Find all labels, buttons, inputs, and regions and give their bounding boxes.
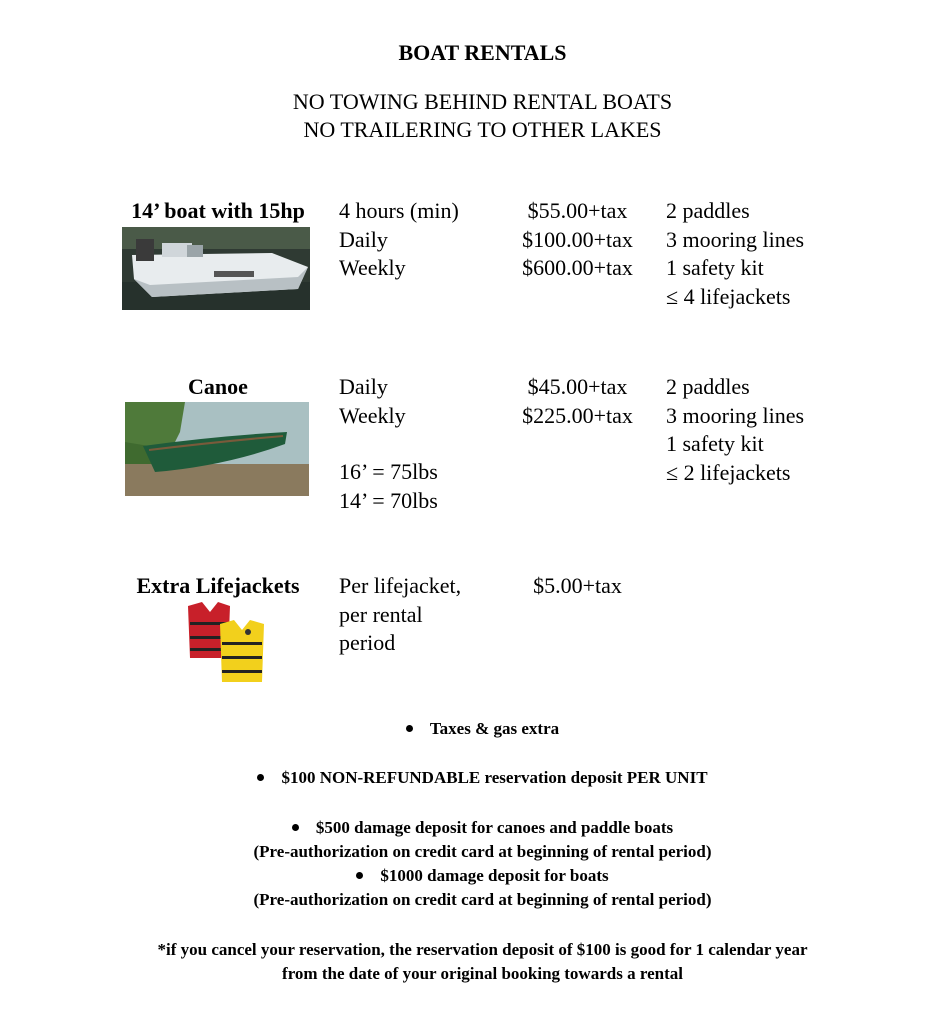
canoe-includes-mooring: 3 mooring lines [666, 402, 805, 428]
boat-price-weekly: $600.00+tax [522, 255, 633, 280]
boat-includes-mooring: 3 mooring lines [666, 226, 805, 252]
note-canoe-damage-deposit: $500 damage deposit for canoes and paddle boats [0, 816, 945, 841]
lifejackets-photo [182, 600, 270, 686]
boat-name: 14’ boat with 15hp [131, 198, 305, 223]
bullet-icon [356, 872, 363, 879]
canoe-price-daily: $45.00+tax [527, 374, 628, 399]
boat-includes-paddles: 2 paddles [666, 198, 750, 223]
canoe-weight-16: 16’ = 75lbs [339, 459, 438, 484]
note-boat-preauth: (Pre-authorization on credit card at beginning of rental period) [253, 890, 712, 909]
canoe-includes-paddles: 2 paddles [666, 374, 750, 399]
boat-period-daily: Daily [339, 226, 388, 252]
canoe-period-daily: Daily [339, 374, 388, 399]
bullet-icon [257, 774, 264, 781]
canoe-price-weekly: $225.00+tax [522, 402, 633, 428]
bullet-icon [292, 824, 299, 831]
lifejackets-name: Extra Lifejackets [136, 573, 300, 598]
boat-includes-safety-kit: 1 safety kit [666, 255, 764, 280]
note-reservation-deposit: $100 NON-REFUNDABLE reservation deposit PER UNIT [0, 766, 945, 791]
canoe-includes-lifejackets: ≤ 2 lifejackets [666, 459, 791, 485]
canoe-photo [125, 402, 309, 496]
boat-period-4hours: 4 hours (min) [339, 198, 459, 223]
page-title: BOAT RENTALS [398, 40, 567, 65]
boat-includes-lifejackets: ≤ 4 lifejackets [666, 283, 791, 309]
note-cancel-line2: from the date of your original booking towards a rental [282, 964, 683, 983]
boat-price-daily: $100.00+tax [522, 226, 633, 252]
canoe-weight-14: 14’ = 70lbs [339, 487, 438, 513]
lifejacket-period-line1: Per lifejacket, [339, 573, 462, 598]
note-taxes: Taxes & gas extra [0, 717, 945, 742]
bullet-icon [406, 725, 413, 732]
note-boat-damage-deposit: $1000 damage deposit for boats [0, 864, 945, 889]
canoe-period-weekly: Weekly [339, 402, 406, 428]
canoe-name: Canoe [188, 374, 248, 399]
note-canoe-preauth: (Pre-authorization on credit card at beginning of rental period) [253, 842, 712, 861]
boat-period-weekly: Weekly [339, 255, 406, 280]
lifejacket-period-line3: period [339, 630, 396, 655]
lifejacket-price: $5.00+tax [533, 573, 622, 598]
note-cancel-line1: *if you cancel your reservation, the reservation deposit of $100 is good for 1 calendar year [157, 940, 808, 959]
boat-photo [122, 227, 310, 310]
rule-no-trailering: NO TRAILERING TO OTHER LAKES [303, 117, 662, 142]
boat-price-4hours: $55.00+tax [527, 198, 628, 223]
canoe-includes-safety-kit: 1 safety kit [666, 431, 764, 456]
rule-no-towing: NO TOWING BEHIND RENTAL BOATS [292, 89, 673, 114]
lifejacket-period-line2: per rental [339, 601, 423, 627]
